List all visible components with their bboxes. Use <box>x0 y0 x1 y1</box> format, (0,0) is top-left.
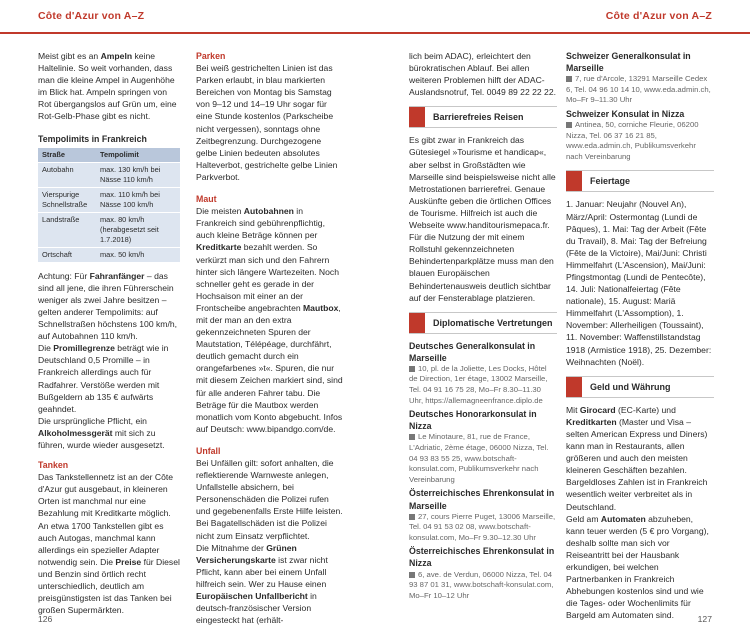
table-cell: max. 50 km/h <box>96 247 180 262</box>
infobox-header-barrierefrei <box>409 106 557 128</box>
table-cell: Vierspurige Schnellstraße <box>38 187 96 212</box>
consulate-name: Schweizer Konsulat in Nizza <box>566 108 685 119</box>
emphasis-text: Kreditkarten <box>566 416 617 427</box>
emphasis-text: Automaten <box>600 513 646 524</box>
consulate-address <box>409 364 557 406</box>
emphasis-text: Mautbox <box>303 302 339 313</box>
red-square-marker <box>409 107 425 127</box>
emphasis-text: Fahranfänger <box>89 270 145 281</box>
paragraph: Für die Nutzung der mit einem Rollstuhl gekennzeichneten Behindertenparkplätze muss man den blauen Europäischen Behindertenausweis deutlich sichtbar auf der Fensterablage platzieren. <box>409 232 554 303</box>
column-1 <box>38 50 180 616</box>
emphasis-text: Kreditkarte <box>196 242 242 253</box>
paragraph: Es gibt zwar in Frankreich das Gütesiegel »Tourisme et handicap«, aber selbst in Großstädten wie Marseille sind beispielsweise nicht alle Metrostationen barrierefrei. Genaue Auskünfte geben die örtlichen Offices de Tourisme. Hilfreich ist auch die Webseite www.handitourismepaca.fr. <box>409 135 556 231</box>
paragraph: Bei weiß gestrichelten Linien ist das Parken erlaubt, in blau markierten Bereichen von Montag bis Samstag von 9–12 und 14–19 Uhr sogar für eine Stunde kostenlos (Parkscheibe nicht vergessen), sonntags ohne Zeitbegrenzung. Durchgezogene gelbe Linien bedeuten absolutes Halteverbot, gestrichelte gelbe Linien Parkverbot. <box>196 63 338 182</box>
bullet-square-icon <box>409 434 415 440</box>
paragraph: Mit Girocard (EC-Karte) und Kreditkarten (Master und Visa – selten American Express und Diners) kann man in Restaurants, allen größeren und auch den meisten kleineren Geschäften bezahlen. Bargeldloses Zahlen ist in Frankreich wesentlich weiter verbreitet als in Deutschland. <box>566 404 708 512</box>
table-header: Tempolimit <box>96 148 180 163</box>
address-text: 27, cours Pierre Puget, 13006 Marseille, Tel. 04 91 53 02 08, www.botschaft-konsulat.com, Mo–Fr 9.30–12.30 Uhr <box>409 511 556 542</box>
consulate-address <box>566 120 714 162</box>
address-text: Antinea, 50, corniche Fleurie, 06200 Nizza, Tel. 06 37 16 21 85, www.eda.admin.ch, Publikumsverkehr nach Vereinbarung <box>566 120 699 161</box>
table-cell: Ortschaft <box>38 247 96 262</box>
table-row <box>38 247 180 262</box>
emphasis-text: Promillegrenze <box>53 343 115 354</box>
table-header: Straße <box>38 148 96 163</box>
consulate-name: Österreichisches Ehrenkonsulat in Marseille <box>409 488 555 511</box>
paragraph: Das Tankstellennetz ist an der Côte d'Azur gut ausgebaut, in kleineren Orten ist manchmal nur eine Bezahlung mit Kreditkarte möglich. An etwa 1700 Tankstellen gibt es auch Autogas, manchmal kann allerdings ein spezieller Adapter notwendig sein. Die Preise für Diesel und Benzin sind örtlich recht unterschiedlich, deutlich am preisgünstigsten ist das Tanken bei großen Supermärkten. <box>38 472 180 616</box>
column-3 <box>409 50 557 603</box>
infobox-header-feiertage <box>566 170 714 192</box>
infobox-header-geld <box>566 376 714 398</box>
emphasis-text: Grünen Versicherungskarte <box>196 542 297 565</box>
table-row <box>38 187 180 212</box>
consulate-name: Deutsches Honorarkonsulat in Nizza <box>409 409 537 432</box>
consulate-address <box>566 74 714 106</box>
bullet-square-icon <box>409 366 415 372</box>
paragraph: Meist gibt es an Ampeln keine Haltelinie. So weit vorhanden, dass man die kleine Ampel in Augenhöhe im Blick hat. Ampeln springen von Rot übergangslos auf Grün um, eine Rot-Gelb-Phase gibt es nicht. <box>38 51 177 122</box>
table-cell: Autobahn <box>38 162 96 187</box>
emphasis-text: Autobahnen <box>243 206 294 217</box>
table-row <box>38 162 180 187</box>
page-number-left: 126 <box>38 614 53 624</box>
paragraph: Geld am Automaten abzuheben, kann teuer werden (5 € pro Vorgang), deshalb sollte man sich vor Reiseantritt bei der Hausbank erkundigen, bei welchen Partnerbanken in Frankreich Abhebungen kostenlos sind und wie die Tages- oder Wochenlimits für Bargeld am Automaten sind. <box>566 513 709 621</box>
section-heading-unfall: Unfall <box>196 445 221 456</box>
address-text: 6, ave. de Verdun, 06000 Nizza, Tel. 04 93 87 01 31, www.botschaft-konsulat.com, Mo–Fr 10–12 Uhr <box>409 569 554 600</box>
bullet-square-icon <box>566 122 572 128</box>
table-cell: max. 110 km/h bei Nässe 100 km/h <box>96 187 180 212</box>
emphasis-text: Europäischen Unfallbericht <box>196 591 308 602</box>
paragraph: Die meisten Autobahnen in Frankreich sind gebührenpflichtig, auch kleine Beträge können per Kreditkarte bezahlt werden. So verkürzt man sich und den Fahrern hinter sich längere Wartezeiten. Noch schneller geht es gerade in der Hochsaison mit einer an der Frontscheibe angebrachten Mautbox, mit der man an den extra gekennzeichneten Spuren der Mautstation, Télépéage, durchfährt, deutlich gemacht durch ein orangefarbenes »t«. Spuren, die nur mit diesem Zeichen markiert sind, sind für alle anderen Fahrer tabu. Die Beträge für die Mautbox werden monatlich vom Konto abgebucht. Infos auf Deutsch: www.bipandgo.com/de. <box>196 206 343 434</box>
paragraph: Die ursprüngliche Pflicht, ein Alkoholmessgerät mit sich zu führen, wurde wieder ausgesetzt. <box>38 415 165 450</box>
infobox-title: Geld und Währung <box>590 381 671 392</box>
section-heading-maut: Maut <box>196 194 217 205</box>
bullet-square-icon <box>409 572 415 578</box>
table-row <box>38 212 180 247</box>
infobox-header-diplomatisch <box>409 312 557 334</box>
paragraph: Bei Unfällen gilt: sofort anhalten, die reflektierende Warnweste anlegen, Unfallstelle absichern, bei Personenschäden die Polizei rufen und gegebenenfalls Erste Hilfe leisten. Bei Bagatellschäden ist die Polizei nicht zum Einsatz verpflichtet. <box>196 458 343 541</box>
emphasis-text: Alkoholmessgerät <box>38 427 113 438</box>
infobox-title: Feiertage <box>590 176 631 187</box>
infobox-title: Diplomatische Vertretungen <box>433 317 553 328</box>
paragraph: lich beim ADAC), erleichtert den bürokratischen Ablauf. Bei allen weiteren Problemen hilft der ADAC-Auslandsnotruf, Tel. 0049 89 22 22 22. <box>409 51 556 98</box>
paragraph: Achtung: Für Fahranfänger – das sind all jene, die ihren Führerschein weniger als zwei Jahre besitzen – gelten anderer Tempolimits: auf Schnellstraßen höchstens 100 km/h, auf Autobahnen 110 km/h. <box>38 270 178 342</box>
red-square-marker <box>409 313 425 333</box>
table-title: Tempolimits in Frankreich <box>38 133 147 144</box>
section-heading-tanken: Tanken <box>38 460 69 471</box>
address-text: Le Minotaure, 81, rue de France, L'Adriatic, 2ème étage, 06000 Nizza, Tel. 04 93 83 55 25, www.botschaft-konsulat.com, Publikumsverkehr nach Vereinbarung <box>409 432 549 484</box>
page-number-right: 127 <box>697 614 712 624</box>
address-text: 10, pl. de la Joliette, Les Docks, Hôtel de Direction, 1er étage, 13002 Marseille, Tel. 04 91 16 75 28, Mo–Fr 8.30–11.30 Uhr, https://allemagneenfrance.diplo.de <box>409 363 548 405</box>
address-text: 7, rue d'Arcole, 13291 Marseille Cedex 6, Tel. 04 96 10 14 10, www.eda.admin.ch, Mo–Fr 9–11.30 Uhr <box>566 74 711 105</box>
table-cell: Landstraße <box>38 212 96 247</box>
consulate-name: Deutsches Generalkonsulat in Marseille <box>409 340 536 363</box>
consulate-name: Österreichisches Ehrenkonsulat in Nizza <box>409 546 555 569</box>
consulate-address <box>409 512 557 544</box>
header-title-left: Côte d'Azur von A–Z <box>38 10 145 22</box>
section-heading-parken: Parken <box>196 51 226 61</box>
speed-limit-table <box>38 148 180 262</box>
bullet-square-icon <box>566 76 572 82</box>
table-cell: max. 80 km/h (herabgesetzt seit 1.7.2018) <box>96 212 180 247</box>
paragraph: Die Mitnahme der Grünen Versicherungskarte ist zwar nicht Pflicht, kann aber bei einem Unfall hilfreich sein. Wer zu Hause einen Europäischen Unfallbericht in deutsch-französischer Version eingesteckt hat (erhält- <box>196 542 328 626</box>
header-title-right: Côte d'Azur von A–Z <box>605 10 712 22</box>
red-square-marker <box>566 377 582 397</box>
emphasis-text: Preise <box>115 556 142 567</box>
paragraph: Die Promillegrenze beträgt wie in Deutschland 0,5 Promille – in Frankreich allerdings auch für Radfahrer. Verstöße werden mit Bußgeldern ab 135 € aufwärts geahndet. <box>38 343 169 414</box>
consulate-address <box>409 432 557 485</box>
page-header <box>0 0 750 34</box>
column-2 <box>196 50 344 626</box>
bullet-square-icon <box>409 514 415 520</box>
column-4 <box>566 50 714 621</box>
emphasis-text: Ampeln <box>100 51 133 61</box>
consulate-address <box>409 570 557 602</box>
paragraph: 1. Januar: Neujahr (Nouvel An), März/April: Ostermontag (Lundi de Pâques), 1. Mai: Tag der Arbeit (Fête du Travail), 8. Mai: Tag der Befreiung (Fête de la Victoire), Mai/Juni: Christi Himmelfahrt (L'Ascension), Mai/Juni: Pfingstmontag (Lundi de Pentecôte), 14. Juli: Nationalfeiertag (Fête nationale), 15. August: Mariä Himmelfahrt (L'Assomption), 1. November: Allerheiligen (Toussaint), 11. November: Waffenstillstandstag 1918 (Armistice 1918), 25. Dezember: Weihnachten (Noël). <box>566 199 712 367</box>
infobox-title: Barrierefreies Reisen <box>433 112 524 123</box>
consulate-name: Schweizer Generalkonsulat in Marseille <box>566 51 691 74</box>
table-cell: max. 130 km/h bei Nässe 110 km/h <box>96 162 180 187</box>
emphasis-text: Girocard <box>579 404 616 415</box>
red-square-marker <box>566 171 582 191</box>
